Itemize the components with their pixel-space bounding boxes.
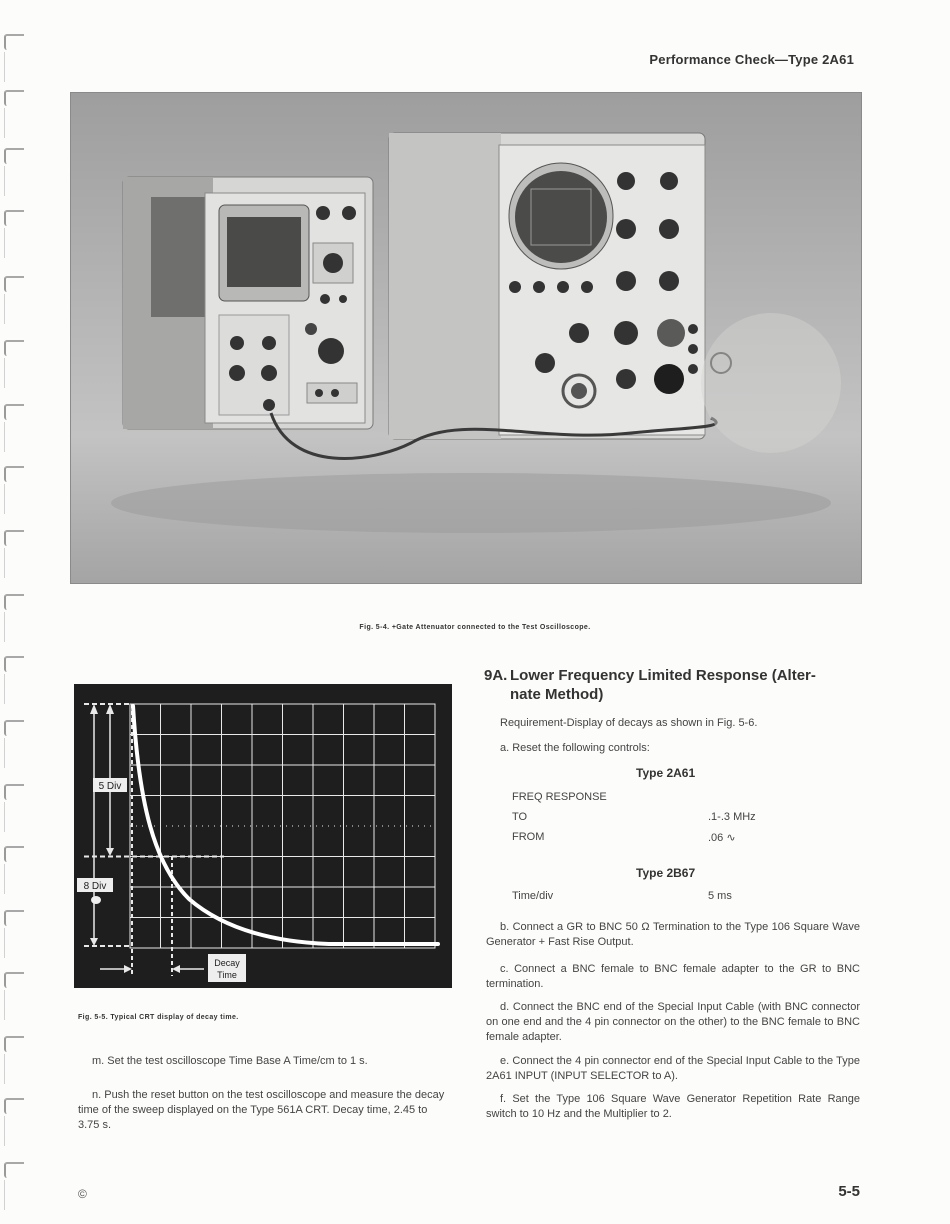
figure-photo-oscilloscopes <box>70 92 862 584</box>
table1-row-label: TO <box>512 811 528 823</box>
binder-hole <box>4 404 24 420</box>
left-paragraph-m <box>78 1054 450 1069</box>
requirement-line: Requirement-Display of decays as shown in Fig. 5-6. <box>500 717 758 729</box>
binder-hole <box>4 90 24 106</box>
binder-hole <box>4 1162 24 1178</box>
binder-hole <box>4 340 24 356</box>
binder-hole <box>4 210 24 226</box>
left-paragraph-n <box>78 1088 450 1133</box>
table1-row-label: FROM <box>512 831 545 843</box>
binder-hole <box>4 594 24 610</box>
section-title-line1: Lower Frequency Limited Response (Alter- <box>510 667 816 684</box>
section-title-line2: nate Method) <box>510 686 604 703</box>
binder-hole <box>4 720 24 736</box>
binder-hole <box>4 34 24 50</box>
oscilloscope-photo-illustration <box>71 93 861 583</box>
label-5-div: 5 Div <box>98 781 122 792</box>
table1-row-label: FREQ RESPONSE <box>512 791 607 803</box>
table1-row <box>512 811 772 823</box>
table2-row <box>512 890 772 902</box>
binder-hole <box>4 656 24 672</box>
binder-hole <box>4 1036 24 1052</box>
crt-display-figure <box>74 684 452 988</box>
binder-hole <box>4 846 24 862</box>
figure-5-5-caption: Fig. 5-5. Typical CRT display of decay time. <box>78 1014 239 1021</box>
table1-row <box>512 791 772 803</box>
binder-hole <box>4 530 24 546</box>
step-c-text: c. Connect a BNC female to BNC female adapter to the GR to BNC termination. <box>486 963 860 990</box>
step-c <box>486 962 860 992</box>
step-e-text: e. Connect the 4 pin connector end of the Special Input Cable to the Type 2A61 INPUT (INPUT SELECTOR to A). <box>486 1055 860 1082</box>
figure-5-4-caption: Fig. 5-4. +Gate Attenuator connected to the Test Oscilloscope. <box>359 624 591 631</box>
running-header: Performance Check—Type 2A61 <box>649 52 854 67</box>
step-d <box>486 1000 860 1045</box>
binder-hole <box>4 148 24 164</box>
step-m-text: m. Set the test oscilloscope Time Base A Time/cm to 1 s. <box>92 1055 368 1067</box>
table1-title: Type 2A61 <box>636 766 696 780</box>
table1-row-value: .1-.3 MHz <box>708 811 756 823</box>
table2-row-label: Time/div <box>512 890 554 902</box>
step-d-text: d. Connect the BNC end of the Special Input Cable (with BNC connector on one end and the 4 pin connector on the other) to the BNC female to BNC female adapter. <box>486 1001 860 1043</box>
table1-row-value: .06 ∿ <box>708 832 736 844</box>
step-e <box>486 1054 860 1084</box>
step-a-text: a. Reset the following controls: <box>500 742 650 754</box>
section-number: 9A. <box>484 667 508 684</box>
binder-hole <box>4 972 24 988</box>
binder-hole <box>4 276 24 292</box>
binder-hole <box>4 466 24 482</box>
step-a <box>486 741 860 756</box>
label-decay: Decay <box>214 958 240 968</box>
step-b-text: b. Connect a GR to BNC 50 Ω Termination to the Type 106 Square Wave Generator + Fast Rise Output. <box>486 921 860 948</box>
table2-row-value: 5 ms <box>708 890 732 902</box>
label-time: Time <box>217 970 237 980</box>
binder-hole <box>4 1098 24 1114</box>
step-b <box>486 920 860 950</box>
table1-row <box>512 831 772 843</box>
section-9a-heading <box>484 666 864 704</box>
step-f-text: f. Set the Type 106 Square Wave Generator Repetition Rate Range switch to 10 Hz and the Multiplier to 2. <box>486 1093 860 1120</box>
label-8-div: 8 Div <box>83 881 107 892</box>
binder-hole <box>4 910 24 926</box>
requirement-text <box>486 716 860 731</box>
binder-hole <box>4 784 24 800</box>
page-number: 5-5 <box>838 1183 860 1200</box>
crt-graticule-svg <box>74 684 452 988</box>
step-n-text: n. Push the reset button on the test oscilloscope and measure the decay time of the sweep displayed on the Type 561A CRT. Decay time, 2.45 to 3.75 s. <box>78 1089 445 1131</box>
step-f <box>486 1092 860 1122</box>
copyright-symbol: © <box>78 1187 87 1201</box>
binder-edge <box>0 0 26 1224</box>
table2-title: Type 2B67 <box>636 866 696 880</box>
